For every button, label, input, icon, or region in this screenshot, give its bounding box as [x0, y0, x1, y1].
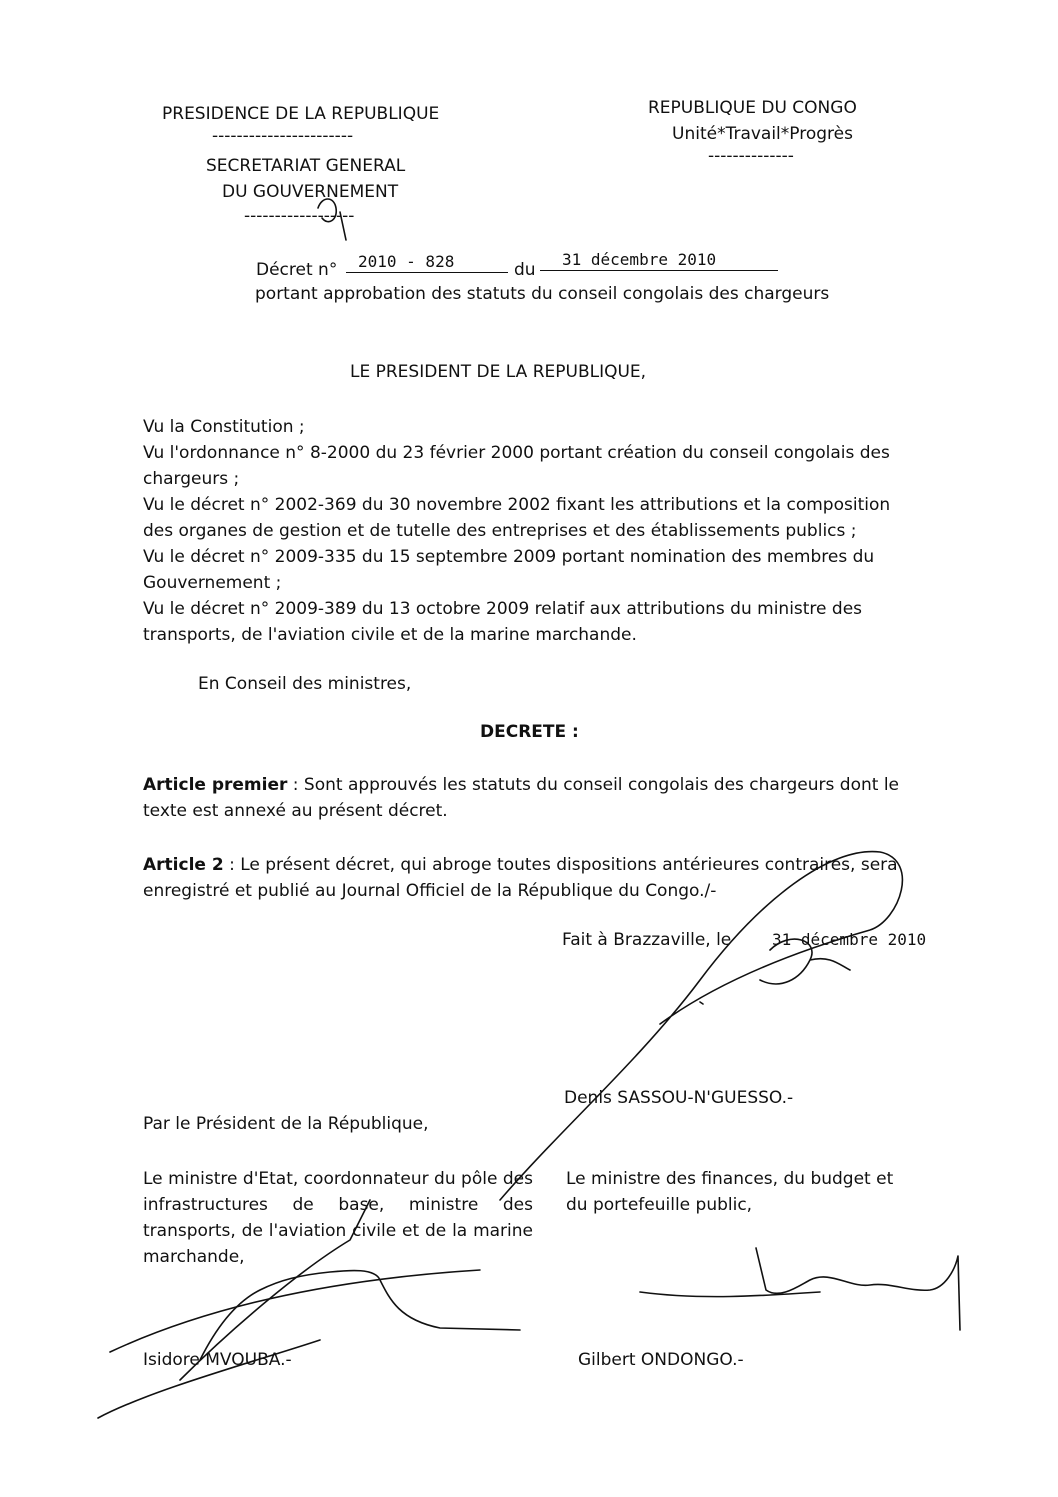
- signatory-president: Denis SASSOU-N'GUESSO.-: [564, 1088, 794, 1108]
- minister-left-signature: [200, 1270, 520, 1360]
- fait-date: 31 décembre 2010: [772, 930, 927, 949]
- decree-du: du: [514, 260, 536, 280]
- minister-left-name: Isidore MVOUBA.-: [143, 1350, 292, 1370]
- par-le-president: Par le Président de la République,: [143, 1114, 429, 1134]
- minister-left-title: Le ministre d'Etat, coordonnateur du pôle des infrastructures de base, ministre des transports, de l'aviation civile et de la marine marchande,: [143, 1169, 533, 1267]
- decree-date-underline: [540, 270, 778, 271]
- article-2-text: : Le présent décret, qui abroge toutes dispositions antérieures contraires, sera enregistré et publié au Journal Officiel de la République du Congo./-: [143, 855, 898, 901]
- fait-place: Fait à Brazzaville, le: [562, 930, 732, 950]
- minister-right-title: Le ministre des finances, du budget et du portefeuille public,: [566, 1169, 894, 1215]
- visa-ordonnance: Vu l'ordonnance n° 8-2000 du 23 février 2000 portant création du conseil congolais des chargeurs ;: [143, 443, 890, 489]
- visa-constitution: Vu la Constitution ;: [143, 417, 305, 437]
- visa-decret-2002: Vu le décret n° 2002-369 du 30 novembre 2002 fixant les attributions et la composition des organes de gestion et de tutelle des entreprises et des établissements publics ;: [143, 495, 891, 541]
- president-heading: LE PRESIDENT DE LA REPUBLIQUE,: [350, 362, 647, 382]
- minister-right-name: Gilbert ONDONGO.-: [578, 1350, 744, 1370]
- minister-left-signature-2: [110, 1270, 480, 1352]
- president-signature-dot: [700, 1002, 703, 1004]
- council-line: En Conseil des ministres,: [198, 674, 412, 694]
- header-left-divider-1: -----------------------: [212, 126, 354, 146]
- decree-number-underline: [346, 272, 508, 273]
- minister-right-signature-underline: [640, 1292, 820, 1297]
- header-left-divider-2: ------------------: [244, 206, 355, 226]
- secretariat-line-2: DU GOUVERNEMENT: [222, 182, 399, 202]
- presidence-heading: PRESIDENCE DE LA REPUBLIQUE: [162, 104, 440, 124]
- decree-number: 2010 - 828: [358, 252, 455, 271]
- visa-decret-2009-335: Vu le décret n° 2009-335 du 15 septembre 2009 portant nomination des membres du Gouvernement ;: [143, 547, 875, 593]
- republique-heading: REPUBLIQUE DU CONGO: [648, 98, 857, 118]
- header-right-divider: --------------: [708, 146, 794, 166]
- devise: Unité*Travail*Progrès: [672, 124, 853, 144]
- decree-label: Décret n°: [256, 260, 338, 280]
- article-1: [143, 772, 907, 824]
- decrete-heading: DECRETE :: [480, 722, 579, 742]
- visas-block: [143, 414, 907, 648]
- article-2-label: Article 2: [143, 855, 224, 875]
- article-1-text: : Sont approuvés les statuts du conseil congolais des chargeurs dont le texte est annexé au présent décret.: [143, 775, 900, 821]
- decree-date: 31 décembre 2010: [562, 250, 717, 269]
- article-2: [143, 852, 907, 904]
- secretariat-line-1: SECRETARIAT GENERAL: [206, 156, 406, 176]
- visa-decret-2009-389: Vu le décret n° 2009-389 du 13 octobre 2009 relatif aux attributions du ministre des transports, de l'aviation civile et de la marine marchande.: [143, 599, 863, 645]
- minister-right-signature: [756, 1248, 960, 1330]
- decree-subject: portant approbation des statuts du conseil congolais des chargeurs: [255, 284, 830, 304]
- article-1-label: Article premier: [143, 775, 288, 795]
